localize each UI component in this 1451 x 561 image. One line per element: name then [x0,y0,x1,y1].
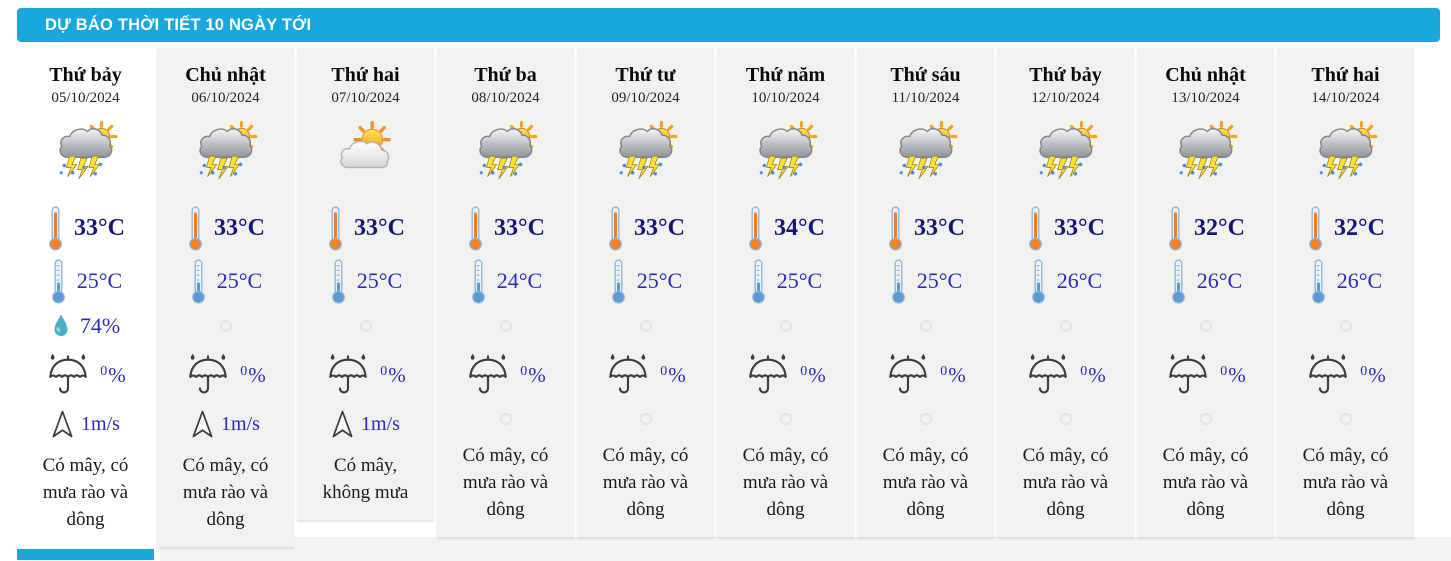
placeholder-circle [1200,413,1212,425]
wind-slot [1277,402,1414,436]
storm-icon [717,118,854,182]
humidity-slot [577,304,714,348]
day-card[interactable] [297,48,434,520]
rain-chance-row [437,348,574,402]
placeholder-circle [360,320,372,332]
humidity-slot [437,304,574,348]
thermometer-low-icon [329,258,348,304]
placeholder-circle [780,413,792,425]
high-temp-row [857,202,994,254]
rain-chance-row [997,348,1134,402]
wind-slot [17,402,154,446]
wind-slot [437,402,574,436]
high-temp-value: 33°C [494,214,545,241]
high-temp-row [717,202,854,254]
day-description: Có mây, có mưa rào và dông [462,445,549,520]
wind-slot [857,402,994,436]
rain-chance-row [297,348,434,402]
thermometer-low-icon [609,258,628,304]
humidity-slot [297,304,434,348]
day-description: Có mây, không mưa [322,455,409,503]
rain-chance-value: 0% [1360,362,1386,387]
umbrella-icon [1025,352,1071,398]
thermometer-high-icon [1026,205,1045,251]
day-date: 13/10/2024 [1171,90,1240,106]
selected-day-indicator [17,549,154,560]
thermometer-low-icon [1309,258,1328,304]
day-card[interactable] [577,48,714,537]
umbrella-icon [185,352,231,398]
rain-chance-row [1277,348,1414,402]
low-temp-row [437,258,574,304]
day-card[interactable] [717,48,854,537]
day-name: Thứ bảy [49,64,122,86]
storm-icon [577,118,714,182]
high-temp-row [437,202,574,254]
rain-chance-row [857,348,994,402]
rain-chance-value: 0% [660,362,686,387]
day-column [1137,48,1274,560]
day-column [297,48,434,560]
rain-chance-value: 0% [940,362,966,387]
day-name: Thứ hai [1311,64,1380,86]
wind-slot [717,402,854,436]
rain-chance-row [717,348,854,402]
wind-arrow-icon [331,410,354,439]
rain-chance-row [1137,348,1274,402]
wind-group [51,410,120,439]
day-name: Chủ nhật [185,64,266,86]
day-card[interactable] [437,48,574,537]
low-temp-row [717,258,854,304]
low-temp-row [17,258,154,304]
day-description: Có mây, có mưa rào và dông [882,445,969,520]
thermometer-low-icon [749,258,768,304]
day-description: Có mây, có mưa rào và dông [1162,445,1249,520]
storm-icon [1277,118,1414,182]
thermometer-low-icon [189,258,208,304]
day-card[interactable] [17,48,154,547]
humidity-slot [1277,304,1414,348]
day-date: 05/10/2024 [51,90,120,106]
humidity-slot [17,304,154,348]
low-temp-row [1137,258,1274,304]
thermometer-high-icon [466,205,485,251]
wind-slot [1137,402,1274,436]
high-temp-row [1277,202,1414,254]
day-date: 09/10/2024 [611,90,680,106]
forecast-title-bar [17,8,1440,42]
day-card[interactable] [157,48,294,547]
low-temp-row [857,258,994,304]
placeholder-circle [640,413,652,425]
wind-slot [577,402,714,436]
storm-icon [437,118,574,182]
wind-slot [997,402,1134,436]
thermometer-low-icon [469,258,488,304]
high-temp-row [577,202,714,254]
placeholder-circle [500,413,512,425]
day-column [157,48,294,560]
rain-chance-row [17,348,154,402]
umbrella-icon [1165,352,1211,398]
thermometer-low-icon [1029,258,1048,304]
high-temp-value: 34°C [774,214,825,241]
high-temp-value: 32°C [1194,214,1245,241]
day-description: Có mây, có mưa rào và dông [1302,445,1389,520]
placeholder-circle [1200,320,1212,332]
rain-chance-value: 0% [1080,362,1106,387]
day-column [577,48,714,560]
day-column [1277,48,1414,560]
placeholder-circle [1340,320,1352,332]
umbrella-icon [605,352,651,398]
wind-slot [297,402,434,446]
umbrella-icon [1305,352,1351,398]
day-card[interactable] [1137,48,1274,537]
rain-chance-value: 0% [520,362,546,387]
day-card[interactable] [1277,48,1414,537]
day-date: 08/10/2024 [471,90,540,106]
low-temp-row [297,258,434,304]
high-temp-value: 33°C [914,214,965,241]
thermometer-low-icon [889,258,908,304]
storm-icon [857,118,994,182]
high-temp-value: 33°C [354,214,405,241]
forecast-days-row [17,48,1414,560]
storm-icon [17,118,154,182]
high-temp-row [1137,202,1274,254]
day-name: Thứ sáu [890,64,961,86]
high-temp-row [997,202,1134,254]
rain-chance-row [157,348,294,402]
low-temp-value: 25°C [216,268,263,293]
placeholder-circle [640,320,652,332]
rain-chance-value: 0% [100,362,126,387]
umbrella-icon [745,352,791,398]
low-temp-value: 25°C [76,268,123,293]
day-date: 10/10/2024 [751,90,820,106]
day-column [717,48,854,560]
wind-speed-value: 1m/s [81,412,120,435]
day-description: Có mây, có mưa rào và dông [742,445,829,520]
high-temp-value: 33°C [214,214,265,241]
day-name: Chủ nhật [1165,64,1246,86]
day-card[interactable] [857,48,994,537]
day-date: 11/10/2024 [891,90,960,106]
day-description: Có mây, có mưa rào và dông [182,455,269,530]
low-temp-value: 26°C [1196,268,1243,293]
humidity-slot [1137,304,1274,348]
low-temp-row [1277,258,1414,304]
wind-group [331,410,400,439]
thermometer-high-icon [606,205,625,251]
high-temp-value: 33°C [634,214,685,241]
forecast-title: DỰ BÁO THỜI TIẾT 10 NGÀY TỚI [45,15,312,34]
umbrella-icon [45,352,91,398]
day-name: Thứ tư [615,64,676,86]
thermometer-low-icon [49,258,68,304]
low-temp-row [577,258,714,304]
low-temp-value: 25°C [916,268,963,293]
low-temp-value: 26°C [1056,268,1103,293]
placeholder-circle [500,320,512,332]
thermometer-low-icon [1169,258,1188,304]
day-column [997,48,1134,560]
storm-icon [1137,118,1274,182]
rain-chance-value: 0% [240,362,266,387]
humidity-slot [997,304,1134,348]
day-column [437,48,574,560]
placeholder-circle [920,320,932,332]
high-temp-row [157,202,294,254]
rain-chance-value: 0% [380,362,406,387]
day-description: Có mây, có mưa rào và dông [1022,445,1109,520]
wind-slot [157,402,294,446]
thermometer-high-icon [326,205,345,251]
umbrella-icon [885,352,931,398]
thermometer-high-icon [1166,205,1185,251]
thermometer-high-icon [186,205,205,251]
day-column [857,48,994,560]
low-temp-value: 24°C [496,268,543,293]
rain-chance-row [577,348,714,402]
thermometer-high-icon [746,205,765,251]
day-name: Thứ hai [331,64,400,86]
high-temp-value: 32°C [1334,214,1385,241]
placeholder-circle [1060,413,1072,425]
day-date: 07/10/2024 [331,90,400,106]
sun-cloud-icon [297,118,434,182]
humidity-slot [717,304,854,348]
wind-speed-value: 1m/s [361,412,400,435]
low-temp-row [157,258,294,304]
umbrella-icon [465,352,511,398]
low-temp-value: 25°C [776,268,823,293]
humidity-value: 74% [79,313,121,338]
day-name: Thứ năm [745,64,826,86]
humidity-slot [157,304,294,348]
wind-group [191,410,260,439]
day-description: Có mây, có mưa rào và dông [42,455,129,530]
low-temp-row [997,258,1134,304]
storm-icon [997,118,1134,182]
thermometer-high-icon [46,205,65,251]
day-column [17,48,154,560]
wind-speed-value: 1m/s [221,412,260,435]
high-temp-value: 33°C [74,214,125,241]
storm-icon [157,118,294,182]
placeholder-circle [920,413,932,425]
umbrella-icon [325,352,371,398]
low-temp-value: 26°C [1336,268,1383,293]
day-name: Thứ bảy [1029,64,1102,86]
day-date: 14/10/2024 [1311,90,1380,106]
day-card[interactable] [997,48,1134,537]
day-name: Thứ ba [474,64,537,86]
rain-chance-value: 0% [1220,362,1246,387]
droplet-icon [51,313,71,339]
low-temp-value: 25°C [356,268,403,293]
placeholder-circle [780,320,792,332]
day-date: 06/10/2024 [191,90,260,106]
low-temp-value: 25°C [636,268,683,293]
placeholder-circle [1060,320,1072,332]
day-date: 12/10/2024 [1031,90,1100,106]
rain-chance-value: 0% [800,362,826,387]
day-description: Có mây, có mưa rào và dông [602,445,689,520]
high-temp-row [17,202,154,254]
humidity-slot [857,304,994,348]
wind-arrow-icon [191,410,214,439]
wind-arrow-icon [51,410,74,439]
placeholder-circle [220,320,232,332]
humidity-group [51,313,120,339]
high-temp-row [297,202,434,254]
placeholder-circle [1340,413,1352,425]
thermometer-high-icon [1306,205,1325,251]
high-temp-value: 33°C [1054,214,1105,241]
thermometer-high-icon [886,205,905,251]
